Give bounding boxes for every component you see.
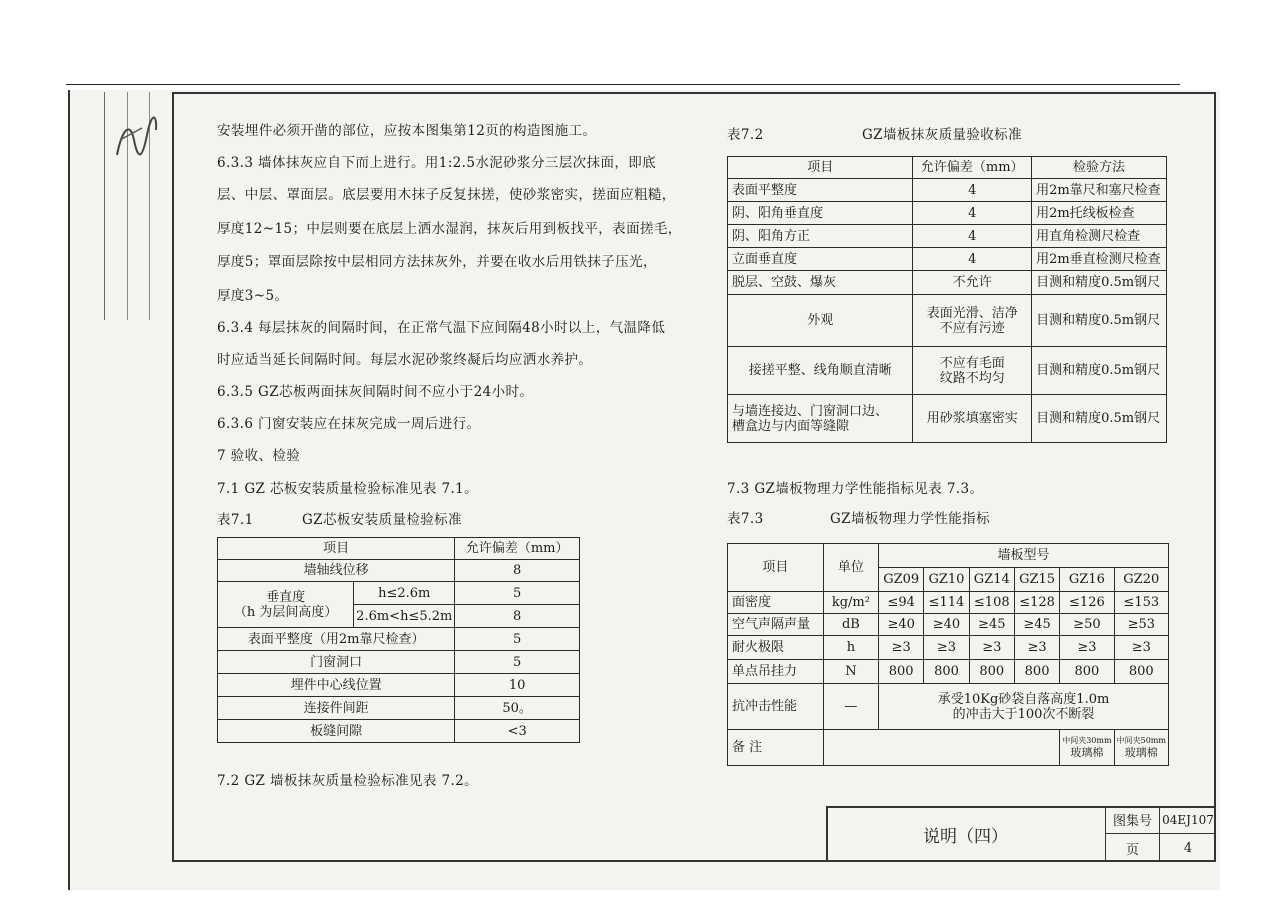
page-label: 页 [1106,834,1160,862]
table-cell: 单点吊挂力 [728,660,824,684]
paragraph: 6.3.4 每层抹灰的间隔时间，在正常气温下应间隔48小时以上，气温降低 [217,320,666,336]
page-number: 4 [1183,840,1193,856]
table-cell-line: 中间夹30mm [1062,736,1112,745]
table-cell-line: 中间夹50mm [1116,736,1166,745]
table-cell: 表面平整度 [728,179,913,202]
table-header: GZ15 [1014,568,1059,592]
table-cell: ≥3 [969,636,1014,660]
paragraph: 层、中层、罩面层。底层要用木抹子反复抹搓，使砂浆密实，搓面应粗糙， [217,187,676,203]
table-caption-no: 表7.1 [217,512,254,528]
paragraph: 6.3.6 门窗安装应在抹灰完成一周后进行。 [217,416,481,432]
table-cell: 用2m托线板检查 [1032,202,1167,225]
table-caption-no: 表7.3 [727,511,764,527]
table-cell: 目测和精度0.5m钢尺 [1032,295,1167,347]
table-cell-line: 玻璃棉 [1124,746,1158,759]
table-cell: ≥40 [924,614,969,636]
table-cell: ≥45 [969,614,1014,636]
table-cell: ≤94 [879,592,924,614]
table-cell: 连接件间距 [218,697,455,720]
table-cell: 耐火极限 [728,636,824,660]
table-cell: N [823,660,878,684]
paragraph: 6.3.5 GZ芯板两面抹灰间隔时间不应小于24小时。 [217,384,534,400]
table-cell: 阴、阳角垂直度 [728,202,913,225]
table-cell: ≤126 [1060,592,1114,614]
drawing-title: 说明（四） [826,806,1106,862]
table-cell: 目测和精度0.5m钢尺 [1032,395,1167,443]
table-cell: 800 [1014,660,1059,684]
section-heading: 7 验收、检验 [217,448,301,464]
table-header: GZ09 [879,568,924,592]
table-cell: 50。 [455,697,580,720]
top-rule [66,84,1180,85]
table-header: 检验方法 [1032,157,1167,179]
paragraph: 安装埋件必须开凿的部位，应按本图集第12页的构造图施工。 [217,123,597,139]
table-cell: 8 [455,560,580,582]
table-cell-line: 的冲击大于100次不断裂 [952,706,1095,722]
table-7-1 [217,537,580,743]
table-cell: ≥50 [1060,614,1114,636]
table-cell: 目测和精度0.5m钢尺 [1032,347,1167,395]
paragraph: 7.2 GZ 墙板抹灰质量检验标准见表 7.2。 [217,773,479,789]
table-cell [913,295,1032,347]
table-cell: 4 [913,225,1032,248]
paragraph: 7.3 GZ墙板物理力学性能指标见表 7.3。 [727,481,984,497]
table-cell: dB [823,614,878,636]
table-cell [1060,730,1114,766]
table-cell: 4 [913,179,1032,202]
table-header: 项目 [728,544,824,592]
table-cell: ≤153 [1114,592,1168,614]
table-cell: ≥3 [924,636,969,660]
table-cell: 空气声隔声量 [728,614,824,636]
table-cell: 板缝间隙 [218,720,455,743]
paragraph: 厚度12~15；中层则要在底层上洒水湿润，抹灰后用到板找平，表面搓毛， [217,221,682,237]
table-cell: 埋件中心线位置 [218,674,455,697]
table-cell: 5 [455,651,580,674]
atlas-number-value: 04EJ107 [1160,806,1216,834]
table-cell: 阴、阳角方正 [728,225,913,248]
table-cell [913,347,1032,395]
handwritten-signature [112,110,162,170]
table-header: 墙板型号 [879,544,1169,568]
table-cell-line: 玻璃棉 [1070,746,1104,759]
table-cell: 面密度 [728,592,824,614]
table-cell-line: 纹路不均匀 [939,370,1005,386]
table-7-3 [727,543,1169,766]
table-cell-line: 不应有污迹 [939,320,1005,336]
table-cell-line: 垂直度 [266,589,306,605]
table-cell: 800 [879,660,924,684]
table-cell: h [823,636,878,660]
table-cell: 墙轴线位移 [218,560,455,582]
table-cell: 用2m靠尺和塞尺检查 [1032,179,1167,202]
table-cell: 脱层、空鼓、爆灰 [728,271,913,295]
table-cell: 4 [913,202,1032,225]
table-cell: 2.6m<h≤5.2m [354,605,455,628]
table-cell: 用直角检测尺检查 [1032,225,1167,248]
paragraph: 厚度5；罩面层除按中层相同方法抹灰外，并要在收水后用铁抹子压光， [217,254,657,270]
table-cell: 目测和精度0.5m钢尺 [1032,271,1167,295]
table-cell-line: 与墙连接边、门窗洞口边、 [732,403,889,419]
table-cell: 800 [1114,660,1168,684]
table-cell: 用2m垂直检测尺检查 [1032,248,1167,271]
table-cell: ≥45 [1014,614,1059,636]
table-cell: ≤114 [924,592,969,614]
table-cell: 外观 [728,295,913,347]
table-caption-title: GZ芯板安装质量检验标准 [302,512,462,528]
table-cell: ≥40 [879,614,924,636]
table-cell-line: 槽盒边与内面等缝隙 [732,418,850,434]
table-cell: 抗冲击性能 [728,684,824,730]
table-header: 允许偏差（mm） [455,538,580,560]
paragraph: 时应适当延长间隔时间。每层水泥砂浆终凝后均应洒水养护。 [217,352,593,368]
table-cell: 5 [455,628,580,651]
table-cell: ≤108 [969,592,1014,614]
table-cell: 用砂浆填塞密实 [913,395,1032,443]
table-cell: ≥3 [1114,636,1168,660]
table-caption-no: 表7.2 [727,127,764,143]
paragraph: 6.3.3 墙体抹灰应自下而上进行。用1:2.5水泥砂浆分三层次抹面，即底 [217,155,657,171]
paragraph: 厚度3~5。 [217,288,289,304]
table-caption-title: GZ墙板物理力学性能指标 [830,511,990,527]
table-cell [1114,730,1168,766]
table-header: 单位 [823,544,878,592]
table-cell: kg/m² [823,592,878,614]
table-7-2 [727,156,1167,443]
table-header: GZ14 [969,568,1014,592]
table-cell [879,684,1169,730]
table-cell [218,582,354,628]
table-cell: 备 注 [728,730,824,766]
table-header: 允许偏差（mm） [913,157,1032,179]
table-cell: ≥3 [1060,636,1114,660]
table-cell: 5 [455,582,580,605]
table-header: 项目 [728,157,913,179]
table-cell: h≤2.6m [354,582,455,605]
table-cell: 10 [455,674,580,697]
table-cell [728,395,913,443]
table-cell-line: （h 为层间高度） [233,604,338,620]
table-cell: 接搓平整、线角顺直清晰 [728,347,913,395]
table-header: 项目 [218,538,455,560]
table-caption-title: GZ墙板抹灰质量验收标准 [862,127,1022,143]
table-cell: ≥3 [879,636,924,660]
table-header: GZ20 [1114,568,1168,592]
table-cell: 门窗洞口 [218,651,455,674]
table-cell: 800 [969,660,1014,684]
table-cell-line: 表面光滑、洁净 [926,305,1018,321]
table-cell: ≥3 [1014,636,1059,660]
table-cell: <3 [455,720,580,743]
paragraph: 7.1 GZ 芯板安装质量检验标准见表 7.1。 [217,481,479,497]
table-header: GZ10 [924,568,969,592]
table-cell: — [823,684,878,730]
table-cell-line: 不应有毛面 [939,355,1005,371]
table-cell: 表面平整度（用2m靠尺检查） [218,628,455,651]
table-cell: 立面垂直度 [728,248,913,271]
table-cell: 800 [924,660,969,684]
table-cell: 4 [913,248,1032,271]
table-cell [823,730,1059,766]
table-cell: 不允许 [913,271,1032,295]
table-cell: ≤128 [1014,592,1059,614]
table-cell: 800 [1060,660,1114,684]
table-cell: ≥53 [1114,614,1168,636]
table-cell: 8 [455,605,580,628]
atlas-number-label: 图集号 [1106,806,1160,834]
table-cell-line: 承受10Kg砂袋自落高度1.0m [937,691,1110,707]
table-header: GZ16 [1060,568,1114,592]
